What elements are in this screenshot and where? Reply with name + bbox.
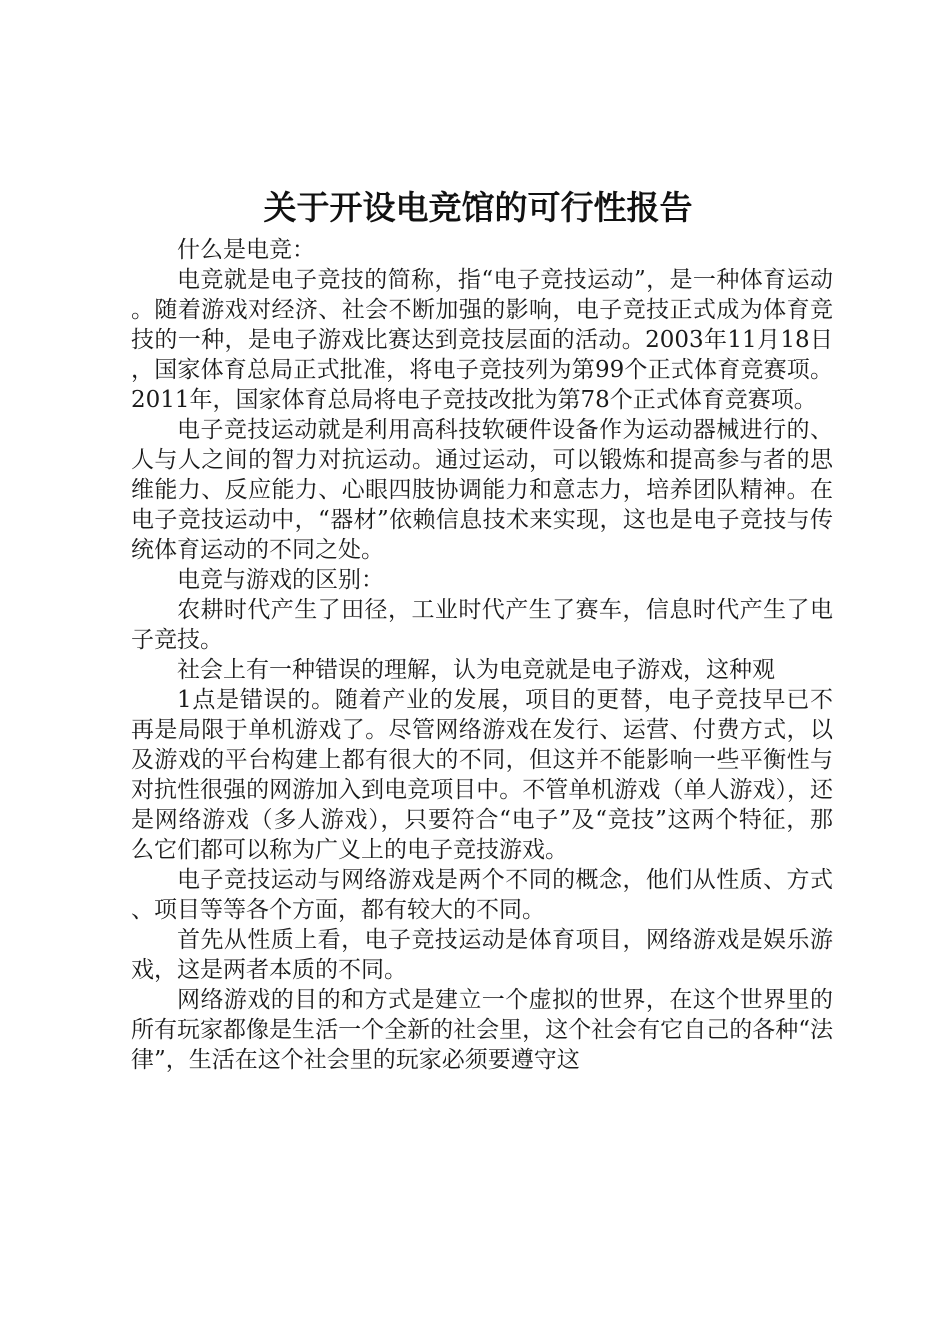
paragraph: 1点是错误的。随着产业的发展，项目的更替，电子竞技早已不再是局限于单机游戏了。尽管网络游戏在发行、运营、付费方式，以及游戏的平台构建上都有很大的不同，但这并不能影响一些平衡性与对抗性很强的网游加入到电竞项目中。不管单机游戏（单人游戏），还是网络游戏（多人游戏），只要符合“电子”及“竞技”这两个特征，那么它们都可以称为广义上的电子竞技游戏。 — [131, 687, 833, 863]
paragraph: 社会上有一种错误的理解，认为电竞就是电子游戏，这种观 — [177, 657, 775, 683]
paragraph: 电竞就是电子竞技的简称，指“电子竞技运动”，是一种体育运动。随着游戏对经济、社会不断加强的影响，电子竞技正式成为体育竞技的一种，是电子游戏比赛达到竞技层面的活动。2003年11月18日，国家体育总局正式批准，将电子竞技列为第99个正式体育竞赛项。2011年，国家体育总局将电子竞技改批为第78个正式体育竞赛项。 — [131, 267, 833, 413]
paragraph: 网络游戏的目的和方式是建立一个虚拟的世界，在这个世界里的所有玩家都像是生活一个全新的社会里，这个社会有它自己的各种“法律”，生活在这个社会里的玩家必须要遵守这 — [131, 987, 833, 1073]
paragraph: 电子竞技运动与网络游戏是两个不同的概念，他们从性质、方式、项目等等各个方面，都有较大的不同。 — [131, 867, 833, 923]
document-title: 关于开设电竞馆的可行性报告 — [263, 188, 693, 227]
paragraph: 什么是电竞： — [177, 237, 315, 263]
paragraph: 农耕时代产生了田径，工业时代产生了赛车，信息时代产生了电子竞技。 — [131, 597, 833, 653]
paragraph: 首先从性质上看，电子竞技运动是体育项目，网络游戏是娱乐游戏，这是两者本质的不同。 — [131, 927, 833, 983]
paragraph: 电竞与游戏的区别： — [177, 567, 384, 593]
document-body — [131, 235, 833, 1075]
paragraph: 电子竞技运动就是利用高科技软硬件设备作为运动器械进行的、人与人之间的智力对抗运动。通过运动，可以锻炼和提高参与者的思维能力、反应能力、心眼四肢协调能力和意志力，培养团队精神。在电子竞技运动中，“器材”依赖信息技术来实现，这也是电子竞技与传统体育运动的不同之处。 — [131, 417, 833, 563]
